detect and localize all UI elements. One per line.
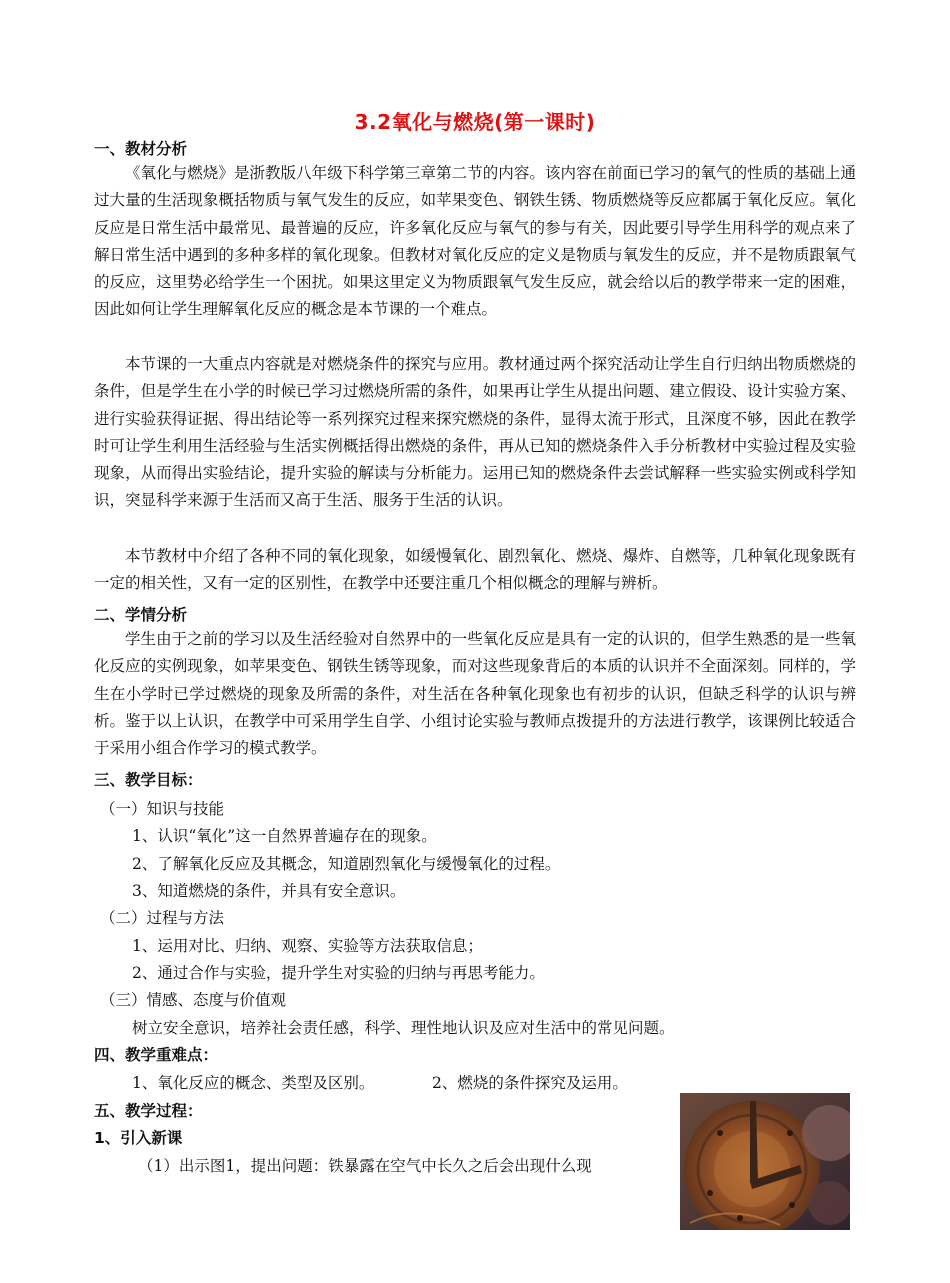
section-heading-2: 二、学情分析 xyxy=(94,606,188,624)
subsection-heading: 1、引入新课 xyxy=(94,1129,183,1147)
key-point-2: 2、燃烧的条件探究及运用。 xyxy=(432,1074,628,1092)
goal-group-3: （三）情感、态度与价值观 xyxy=(100,991,287,1009)
section-heading-3: 三、教学目标： xyxy=(94,771,203,789)
goal-item: 3、知道燃烧的条件，并具有安全意识。 xyxy=(132,882,406,900)
section-heading-4: 四、教学重难点： xyxy=(94,1046,219,1064)
section-heading-5: 五、教学过程： xyxy=(94,1102,203,1120)
paragraph-textbook-2: 本节课的一大重点内容就是对燃烧条件的探究与应用。教材通过两个探究活动让学生自行归纳出物质燃烧的条件，但是学生在小学的时候已学习过燃烧所需的条件，如果再让学生从提出问题、建立假设、设计实验方案、进行实验获得证据、得出结论等一系列探究过程来探究燃烧的条件，显得太流于形式，且深度不够，因此在教学时可让学生利用生活经验与生活实例概括得出燃烧的条件，再从已知的燃烧条件入手分析教材中实验过程及实验现象，从而得出实验结论，提升实验的解读与分析能力。运用已知的燃烧条件去尝试解释一些实验实例或科学知识，突显科学来源于生活而又高于生活、服务于生活的认识。 xyxy=(94,355,856,510)
rusty-iron-photo xyxy=(680,1093,850,1230)
goal-item: 1、运用对比、归纳、观察、实验等方法获取信息； xyxy=(132,937,483,955)
goal-group-1: （一）知识与技能 xyxy=(100,800,225,818)
paragraph-textbook-3: 本节教材中介绍了各种不同的氧化现象，如缓慢氧化、剧烈氧化、燃烧、爆炸、自燃等，几种氧化现象既有一定的相关性，又有一定的区别性，在教学中还要注重几个相似概念的理解与辨析。 xyxy=(94,547,856,593)
paragraph-students: 学生由于之前的学习以及生活经验对自然界中的一些氧化反应是具有一定的认识的，但学生熟悉的是一些氧化反应的实例现象，如苹果变色、钢铁生锈等现象，而对这些现象背后的本质的认识并不全面深刻。同样的，学生在小学时已学过燃烧的现象及所需的条件，对生活在各种氧化现象也有初步的认识，但缺乏科学的认识与辨析。鉴于以上认识，在教学中可采用学生自学、小组讨论实验与教师点拨提升的方法进行教学，该课例比较适合于采用小组合作学习的模式教学。 xyxy=(94,630,856,758)
section-heading-1: 一、教材分析 xyxy=(94,140,188,158)
goal-item: 树立安全意识，培养社会责任感，科学、理性地认识及应对生活中的常见问题。 xyxy=(132,1019,675,1037)
goal-item: 2、通过合作与实验，提升学生对实验的归纳与再思考能力。 xyxy=(132,964,545,982)
goal-item: 2、了解氧化反应及其概念，知道剧烈氧化与缓慢氧化的过程。 xyxy=(132,855,561,873)
goal-item: 1、认识“氧化”这一自然界普遍存在的现象。 xyxy=(132,827,437,845)
key-point-1: 1、氧化反应的概念、类型及区别。 xyxy=(132,1074,375,1092)
paragraph-textbook-1: 《氧化与燃烧》是浙教版八年级下科学第三章第二节的内容。该内容在前面已学习的氧气的性质的基础上通过大量的生活现象概括物质与氧气发生的反应，如苹果变色、钢铁生锈、物质燃烧等反应都属于氧化反应。氧化反应是日常生活中最常见、最普遍的反应，许多氧化反应与氧气的参与有关，因此要引导学生用科学的观点来了解日常生活中遇到的多种多样的氧化现象。但教材对氧化反应的定义是物质与氧发生的反应，并不是物质跟氧气的反应，这里势必给学生一个困扰。如果这里定义为物质跟氧气发生反应，就会给以后的教学带来一定的困难，因此如何让学生理解氧化反应的概念是本节课的一个难点。 xyxy=(94,164,856,319)
page-title: 3.2氧化与燃烧(第一课时) xyxy=(354,110,596,134)
goal-group-2: （二）过程与方法 xyxy=(100,909,225,927)
rusty-iron-illustration xyxy=(680,1093,850,1230)
process-line: （1）出示图1，提出问题：铁暴露在空气中长久之后会出现什么现 xyxy=(138,1157,592,1175)
